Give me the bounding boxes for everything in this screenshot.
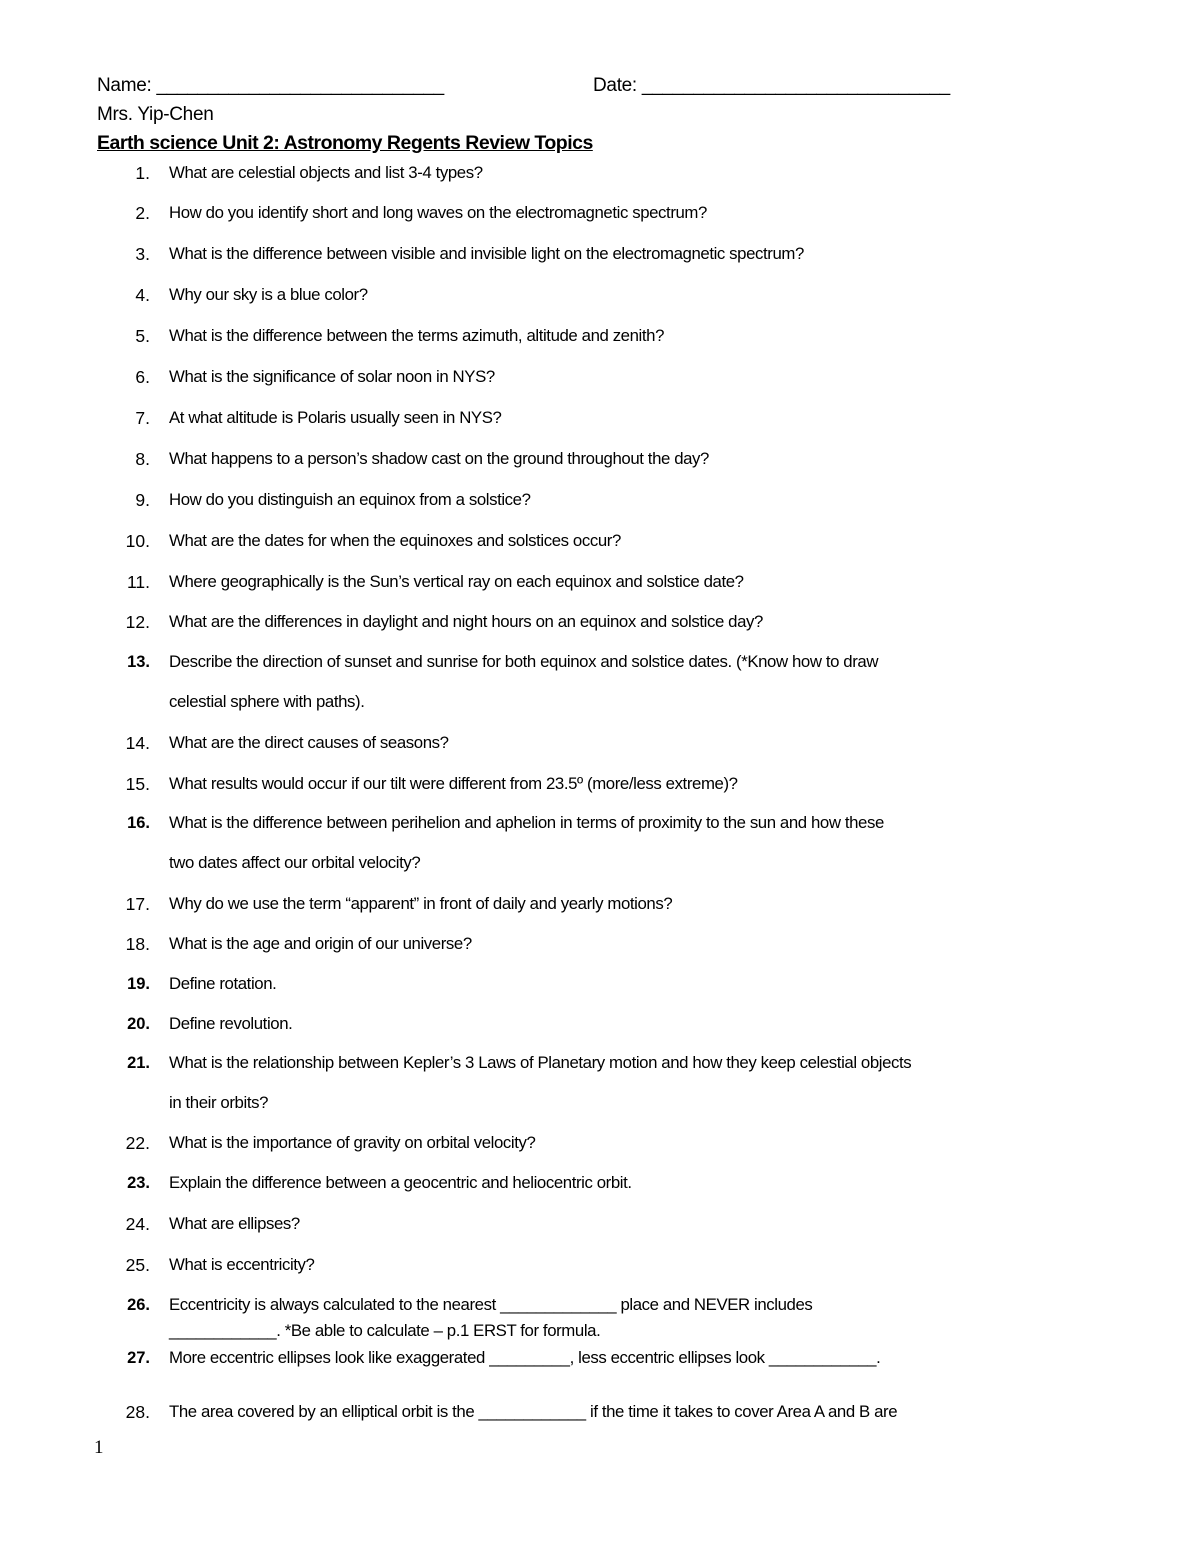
question-number: 28. bbox=[125, 1402, 150, 1422]
question-number: 21. bbox=[127, 1054, 150, 1072]
question-text: What are the dates for when the equinoxes and solstices occur? bbox=[169, 531, 621, 550]
question-text: Why our sky is a blue color? bbox=[169, 285, 368, 304]
question-text: More eccentric ellipses look like exaggerated _________, less eccentric ellipses look ____________. bbox=[169, 1348, 881, 1367]
page-title: Earth science Unit 2: Astronomy Regents Review Topics bbox=[97, 132, 593, 154]
question-number: 3. bbox=[135, 244, 150, 264]
date-field[interactable]: Date: ______________________________ bbox=[593, 75, 950, 96]
question-number: 26. bbox=[127, 1296, 150, 1314]
question-text: What results would occur if our tilt were different from 23.5º (more/less extreme)? bbox=[169, 774, 738, 793]
question-number: 10. bbox=[125, 531, 150, 551]
question-number: 17. bbox=[125, 894, 150, 914]
question-text: What are the direct causes of seasons? bbox=[169, 733, 449, 752]
question-number: 6. bbox=[135, 367, 150, 387]
question-number: 15. bbox=[125, 774, 150, 794]
question-number: 12. bbox=[125, 612, 150, 632]
question-text: celestial sphere with paths). bbox=[169, 692, 365, 711]
question-number: 1. bbox=[135, 163, 150, 183]
question-number: 25. bbox=[125, 1255, 150, 1275]
question-text: Why do we use the term “apparent” in front of daily and yearly motions? bbox=[169, 894, 673, 913]
question-text: What is the relationship between Kepler’s 3 Laws of Planetary motion and how they keep celestial objects bbox=[169, 1053, 912, 1072]
question-text: What are celestial objects and list 3-4 types? bbox=[169, 163, 483, 182]
question-text: Eccentricity is always calculated to the nearest _____________ place and NEVER includes bbox=[169, 1295, 813, 1314]
question-number: 22. bbox=[125, 1133, 150, 1153]
question-text: How do you identify short and long waves on the electromagnetic spectrum? bbox=[169, 203, 707, 222]
question-text: What is the age and origin of our universe? bbox=[169, 934, 472, 953]
question-text: Describe the direction of sunset and sunrise for both equinox and solstice dates. (*Know how to draw bbox=[169, 652, 879, 671]
question-number: 11. bbox=[126, 572, 150, 592]
question-text: What are the differences in daylight and night hours on an equinox and solstice day? bbox=[169, 612, 763, 631]
question-text: At what altitude is Polaris usually seen in NYS? bbox=[169, 408, 502, 427]
question-text: Define revolution. bbox=[169, 1014, 293, 1033]
question-text: in their orbits? bbox=[169, 1093, 268, 1112]
question-number: 8. bbox=[135, 449, 150, 469]
question-text: two dates affect our orbital velocity? bbox=[169, 853, 421, 872]
question-number: 14. bbox=[125, 733, 150, 753]
question-number: 4. bbox=[135, 285, 150, 305]
question-text: ____________. *Be able to calculate – p.1 ERST for formula. bbox=[169, 1321, 601, 1340]
question-text: What is the significance of solar noon in NYS? bbox=[169, 367, 495, 386]
question-text: What is the difference between visible and invisible light on the electromagnetic spectrum? bbox=[169, 244, 804, 263]
question-text: What is the difference between the terms azimuth, altitude and zenith? bbox=[169, 326, 665, 345]
question-text: Explain the difference between a geocentric and heliocentric orbit. bbox=[169, 1173, 632, 1192]
question-number: 24. bbox=[125, 1214, 150, 1234]
question-text: What are ellipses? bbox=[169, 1214, 300, 1233]
question-number: 9. bbox=[135, 490, 150, 510]
question-text: What is eccentricity? bbox=[169, 1255, 315, 1274]
question-number: 5. bbox=[135, 326, 150, 346]
question-number: 19. bbox=[127, 975, 150, 993]
question-text: Define rotation. bbox=[169, 974, 277, 993]
teacher-name: Mrs. Yip-Chen bbox=[97, 104, 214, 125]
question-number: 20. bbox=[127, 1015, 150, 1033]
question-number: 18. bbox=[125, 934, 150, 954]
question-text: What is the difference between perihelion and aphelion in terms of proximity to the sun and how these bbox=[169, 813, 884, 832]
question-text: How do you distinguish an equinox from a solstice? bbox=[169, 490, 531, 509]
page-number: 1 bbox=[94, 1437, 104, 1458]
question-number: 13. bbox=[127, 653, 150, 671]
question-number: 23. bbox=[127, 1174, 150, 1192]
name-field[interactable]: Name: ____________________________ bbox=[97, 75, 444, 96]
question-number: 27. bbox=[127, 1349, 150, 1367]
question-number: 2. bbox=[135, 203, 150, 223]
question-number: 7. bbox=[135, 408, 150, 428]
question-text: What happens to a person’s shadow cast on the ground throughout the day? bbox=[169, 449, 709, 468]
question-text: Where geographically is the Sun’s vertical ray on each equinox and solstice date? bbox=[169, 572, 744, 591]
question-text: The area covered by an elliptical orbit is the ____________ if the time it takes to cover Area A and B are bbox=[169, 1402, 898, 1421]
question-text: What is the importance of gravity on orbital velocity? bbox=[169, 1133, 536, 1152]
question-number: 16. bbox=[127, 814, 150, 832]
